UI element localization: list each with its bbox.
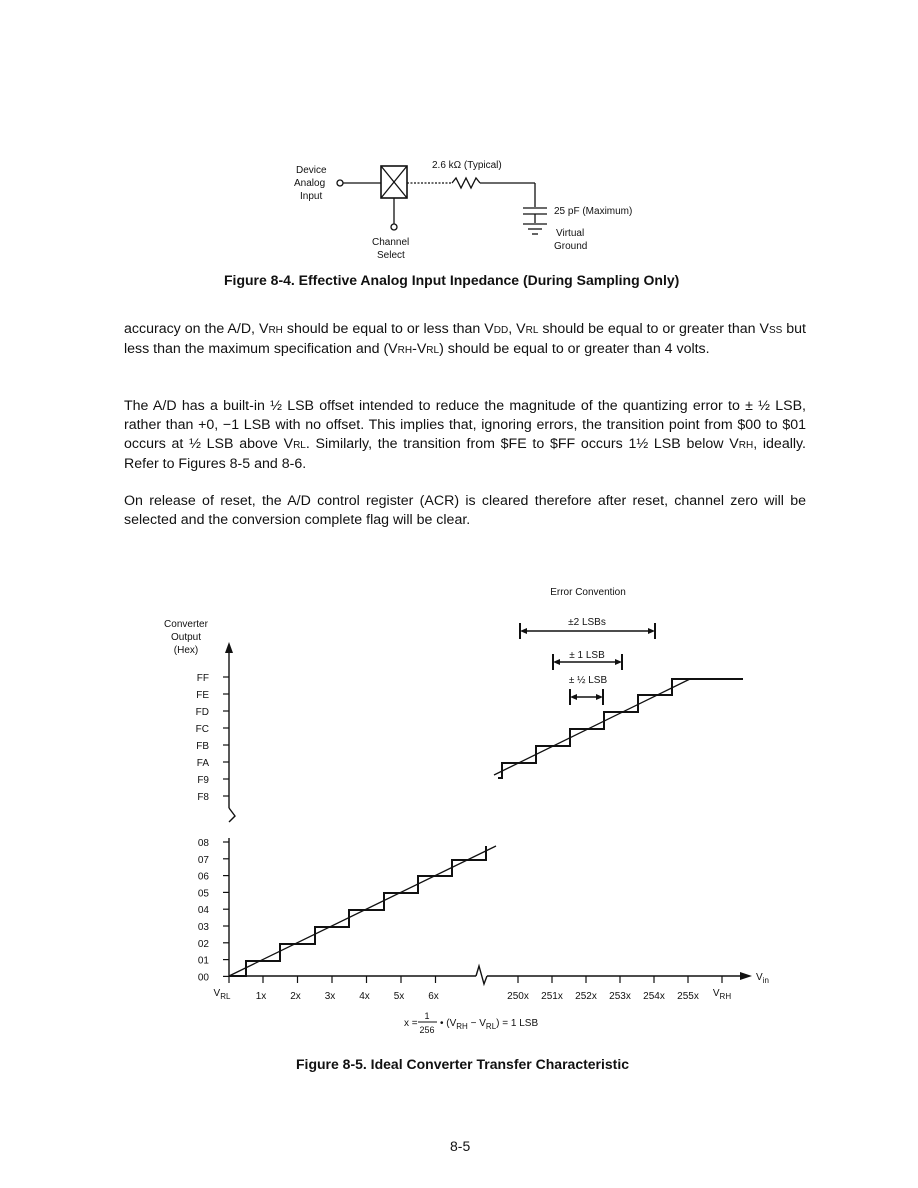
x-tick-label: 4x xyxy=(359,991,370,1002)
y-title-1: Converter xyxy=(164,619,208,630)
ideal-line-upper xyxy=(494,679,690,775)
y-tick-label: FF xyxy=(196,673,209,684)
x-tick-label: 6x xyxy=(428,991,439,1002)
capacitor-label: 25 pF (Maximum) xyxy=(554,206,633,217)
x-tick-label: 253x xyxy=(609,991,631,1002)
x-tick-label: 1x xyxy=(255,991,267,1002)
y-tick-label: FC xyxy=(195,724,209,735)
y-tick-label: 02 xyxy=(197,938,209,950)
x-tick-label: 5x xyxy=(393,991,405,1002)
y-tick-label: 05 xyxy=(197,888,209,900)
y-tick-label: FB xyxy=(196,741,209,752)
y-tick-label: FE xyxy=(196,690,209,701)
x-tick-label: 255x xyxy=(677,991,699,1002)
paragraph-1: accuracy on the A/D, VRH should be equal to or less than VDD, VRL should be equal to or greater than VSS but less than the maximum specification and (VRH-VRL) should be equal to or greater than 4 volts. xyxy=(124,321,806,357)
x-axis-break xyxy=(476,966,487,984)
y-tick-label: FA xyxy=(196,758,209,769)
staircase-upper xyxy=(498,679,743,778)
y-tick-label: 07 xyxy=(197,854,209,866)
err-2lsb-label: ±2 LSBs xyxy=(568,617,606,628)
paragraph-2: The A/D has a built-in ½ LSB offset intended to reduce the magnitude of the quantizing error to ± ½ LSB, rather than +0, −1 LSB with no offset. This implies that, ignoring errors, the transition point from $00 to $01 occurs at ½ LSB above VRL. Similarly, the transition from $FE to $FF occurs 1½ LSB below VRH, ideally. Refer to Figures 8-5 and 8-6. xyxy=(124,398,806,472)
y-tick-label: 04 xyxy=(197,905,209,917)
y-title-2: Output xyxy=(170,632,202,643)
y-tick-label: 01 xyxy=(197,955,209,967)
channel-label-2: Select xyxy=(377,250,405,261)
device-label-3: Input xyxy=(300,191,323,202)
page-number: 8-5 xyxy=(450,1138,471,1154)
x-tick-label: 251x xyxy=(541,991,563,1002)
vin-label: $V_{in}$ xyxy=(756,972,769,985)
x-tick-label: 250x xyxy=(507,991,529,1002)
formula-num: 1 xyxy=(424,1011,430,1021)
err-half-label: ± ½ LSB xyxy=(568,675,608,686)
y-tick-label: 06 xyxy=(197,871,209,883)
error-convention-title: Error Convention xyxy=(550,587,626,598)
formula-den: 256 xyxy=(419,1025,435,1035)
x-tick-label: 3x xyxy=(324,991,336,1002)
y-tick-label: FD xyxy=(195,707,209,718)
y-tick-label: F9 xyxy=(197,775,209,786)
input-terminal xyxy=(337,180,343,186)
y-title-3: (Hex) xyxy=(173,645,199,656)
figure-8-4-caption: Figure 8-4. Effective Analog Input Inpedance (During Sampling Only) xyxy=(224,272,680,288)
y-tick-label: 00 xyxy=(197,972,209,984)
vrh-label: $V_{RH}$ xyxy=(712,988,732,1001)
figure-8-4-diagram xyxy=(280,150,660,265)
device-label-1: Device xyxy=(296,165,327,176)
channel-label-1: Channel xyxy=(372,237,410,248)
device-label-2: Analog xyxy=(294,178,326,189)
ground-label-1: Virtual xyxy=(556,228,585,239)
channel-select-terminal xyxy=(391,224,397,230)
y-axis-break xyxy=(229,808,235,822)
figure-8-5-caption: Figure 8-5. Ideal Converter Transfer Characteristic xyxy=(296,1056,630,1072)
x-axis-arrow xyxy=(740,972,752,980)
ground-label-2: Ground xyxy=(554,241,588,252)
resistor-label: 2.6 kΩ (Typical) xyxy=(432,160,502,171)
y-axis-arrow xyxy=(225,642,233,653)
figure-8-5-chart xyxy=(0,580,918,1040)
y-tick-label: 03 xyxy=(197,922,209,933)
vrl-label: $V_{RL}$ xyxy=(213,988,231,1001)
y-tick-label: F8 xyxy=(197,792,209,803)
y-tick-label: 08 xyxy=(197,838,209,849)
formula-rhs: • $(V_{RH} - V_{RL}) = 1$ LSB xyxy=(440,1018,539,1031)
x-tick-label: 252x xyxy=(575,991,597,1002)
staircase-lower xyxy=(229,846,486,976)
ideal-line-lower xyxy=(229,846,496,976)
paragraph-3: On release of reset, the A/D control register (ACR) is cleared therefore after reset, channel zero will be selected and the conversion complete flag will be clear. xyxy=(124,493,806,528)
x-tick-label: 2x xyxy=(290,991,301,1002)
formula-lhs: x = xyxy=(404,1018,418,1029)
x-tick-label: 254x xyxy=(643,991,665,1002)
err-1lsb-label: ± 1 LSB xyxy=(569,650,605,661)
resistor xyxy=(452,178,480,188)
